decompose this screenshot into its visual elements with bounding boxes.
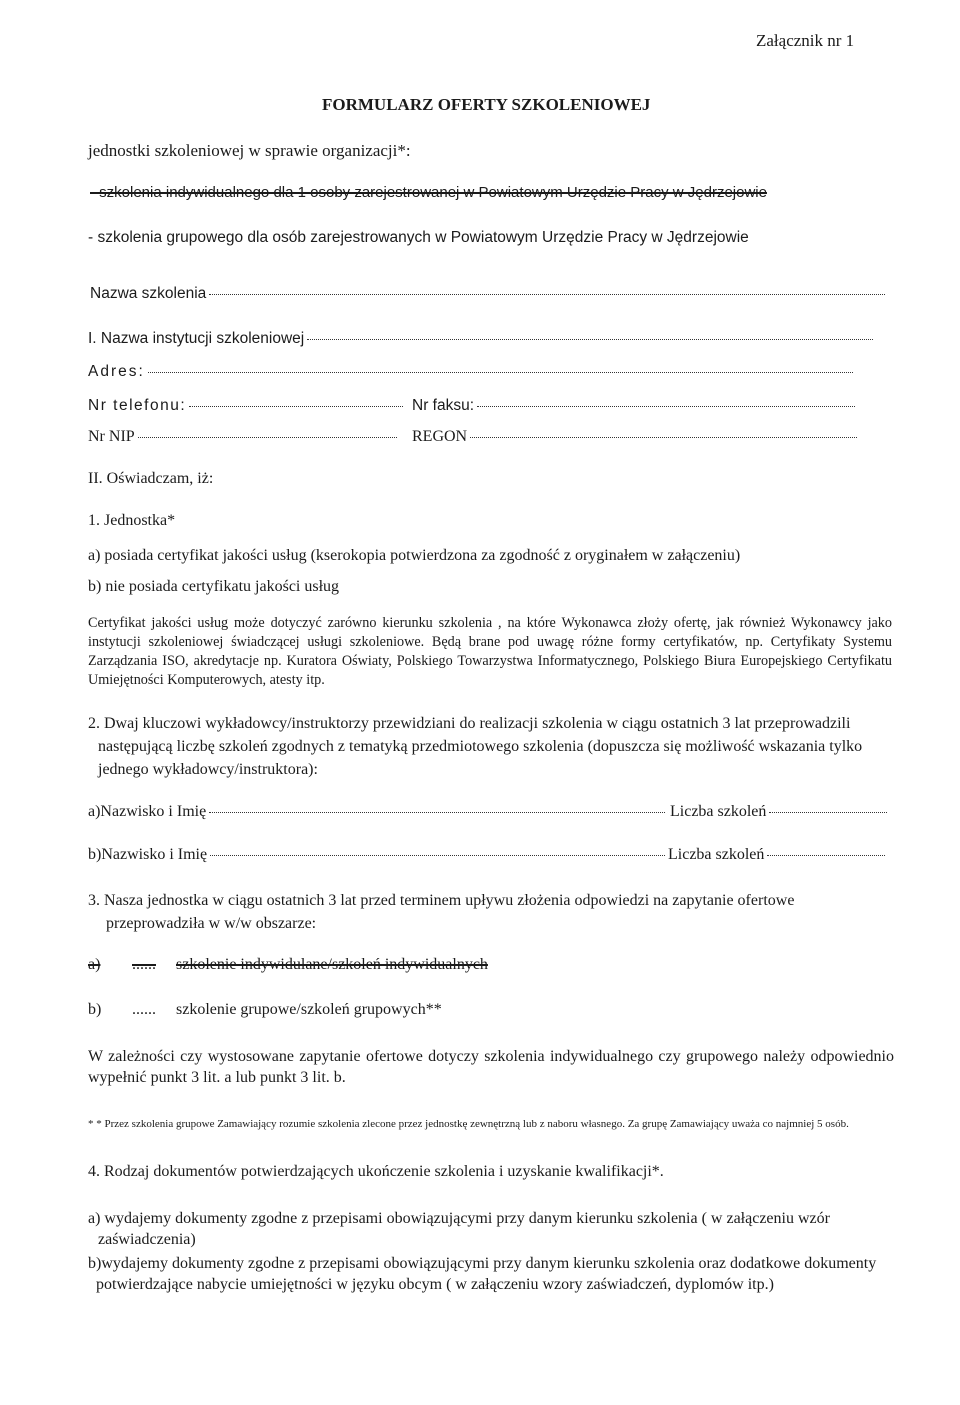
point-4-option-a[interactable]: a) wydajemy dokumenty zgodne z przepisami obowiązującymi przy danym kierunku szkolenia ( w załączeniu wzór zaświadczenia) (88, 1210, 830, 1248)
point-3-option-a[interactable] (88, 956, 528, 974)
lecturer-b-count-line[interactable] (767, 855, 885, 856)
section-2-heading: II. Oświadczam, iż: (88, 470, 214, 487)
nip-field[interactable] (88, 428, 400, 446)
regon-field[interactable] (412, 428, 860, 446)
point-3-a-dots[interactable]: ...... (132, 956, 156, 973)
footnote-group-training: * * Przez szkolenia grupowe Zamawiający rozumie szkolenia zlecone przez jednostkę zewnętrzną lub z naboru własnego. Za grupę Zamawiający uważa co najmniej 5 osób. (88, 1118, 849, 1130)
form-subtitle: jednostki szkoleniowej w sprawie organizacji*: (88, 141, 411, 160)
institution-name-line[interactable] (307, 339, 873, 340)
option-has-certificate[interactable]: a) posiada certyfikat jakości usług (kserokopia potwierdzona za zgodność z oryginałem w załączeniu) (88, 547, 741, 564)
lecturer-a-count-line[interactable] (769, 812, 887, 813)
point-3-a-text: szkolenie indywidulane/szkoleń indywidualnych (176, 956, 488, 973)
point-2-text (88, 712, 878, 781)
training-name-field[interactable] (90, 285, 888, 303)
point-3-body: 3. Nasza jednostka w ciągu ostatnich 3 lat przed terminem upływu złożenia odpowiedzi na zapytanie ofertowe przeprowadziła w w/w obszarze: (88, 892, 795, 932)
point-3-note: W zależności czy wystosowane zapytanie ofertowe dotyczy szkolenia indywidualnego czy grupowego należy odpowiednio wypełnić punkt 3 lit. a lub punkt 3 lit. b. (88, 1048, 894, 1086)
lecturer-b-name-line[interactable] (210, 855, 665, 856)
training-name-line[interactable] (209, 294, 885, 295)
lecturer-b-name-field[interactable] (88, 846, 668, 864)
address-label: Adres: (88, 363, 145, 380)
point-2-body: 2. Dwaj kluczowi wykładowcy/instruktorzy przewidziani do realizacji szkolenia w ciągu ostatnich 3 lat przeprowadzili następującą liczbę szkoleń zgodnych z tematyką przedmiotowego szkolenia (dopuszcza się możliwość wskazania tylko jednego wykładowcy/instruktora): (88, 715, 863, 778)
point-4-heading: 4. Rodzaj dokumentów potwierdzających ukończenie szkolenia i uzyskanie kwalifikacji*. (88, 1163, 664, 1180)
point-4-option-b[interactable]: b)wydajemy dokumenty zgodne z przepisami obowiązującymi przy danym kierunku szkolenia oraz dodatkowe dokumenty potwierdzające nabycie umiejętności w języku obcym ( w załączeniu wzory zaświadczeń, dyplomów itp.) (88, 1255, 877, 1293)
regon-line[interactable] (470, 437, 857, 438)
point-3-b-text: szkolenie grupowe/szkoleń grupowych** (176, 1001, 442, 1018)
nip-label: Nr NIP (88, 428, 135, 445)
institution-name-label: I. Nazwa instytucji szkoleniowej (88, 330, 305, 347)
point-3-option-b[interactable] (88, 1001, 528, 1019)
point-3-b-dots[interactable]: ...... (132, 1001, 156, 1018)
unit-heading: 1. Jednostka* (88, 512, 176, 529)
fax-field[interactable] (412, 397, 858, 415)
regon-label: REGON (412, 428, 468, 445)
lecturer-a-name-line[interactable] (209, 812, 665, 813)
lecturer-b-name-label: b)Nazwisko i Imię (88, 846, 208, 863)
address-field[interactable] (88, 363, 856, 381)
lecturer-b-count-field[interactable] (668, 846, 888, 864)
annex-label: Załącznik nr 1 (756, 31, 855, 50)
address-line[interactable] (148, 372, 853, 373)
training-name-label: Nazwa szkolenia (90, 285, 207, 302)
phone-field[interactable] (88, 397, 406, 415)
phone-line[interactable] (189, 406, 403, 407)
option-group: - szkolenia grupowego dla osób zarejestrowanych w Powiatowym Urzędzie Pracy w Jędrzejowie (88, 229, 749, 246)
certificate-note: Certyfikat jakości usług może dotyczyć zarówno kierunku szkolenia , na które Wykonawca złoży ofertę, jak również Wykonawcy jako instytucji szkoleniowej świadczącej usługi szkoleniowe. Będą brane pod uwagę różne formy certyfikatów, np. Certyfikaty Systemu Zarządzania ISO, akredytacje np. Kuratora Oświaty, Polskiego Towarzystwa Informatycznego, Polskiego Biura Europejskiego Certyfikatu Umiejętności Komputerowych, atesty itp. (88, 615, 892, 688)
lecturer-a-name-label: a)Nazwisko i Imię (88, 803, 207, 820)
point-3-b-label: b) (88, 1001, 102, 1018)
phone-label: Nr telefonu: (88, 397, 187, 414)
option-no-certificate[interactable]: b) nie posiada certyfikatu jakości usług (88, 578, 340, 595)
lecturer-a-name-field[interactable] (88, 803, 668, 821)
lecturer-b-count-label: Liczba szkoleń (668, 846, 765, 863)
institution-name-field[interactable] (88, 330, 876, 348)
lecturer-a-count-field[interactable] (670, 803, 890, 821)
nip-line[interactable] (138, 437, 397, 438)
form-title: FORMULARZ OFERTY SZKOLENIOWEJ (322, 95, 651, 114)
fax-label: Nr faksu: (412, 397, 475, 414)
point-3-text (88, 889, 878, 935)
option-individual: - szkolenia indywidualnego dla 1 osoby zarejestrowanej w Powiatowym Urzędzie Pracy w Jędrzejowie (90, 184, 767, 201)
point-3-a-label: a) (88, 956, 101, 973)
fax-line[interactable] (477, 406, 855, 407)
lecturer-a-count-label: Liczba szkoleń (670, 803, 767, 820)
